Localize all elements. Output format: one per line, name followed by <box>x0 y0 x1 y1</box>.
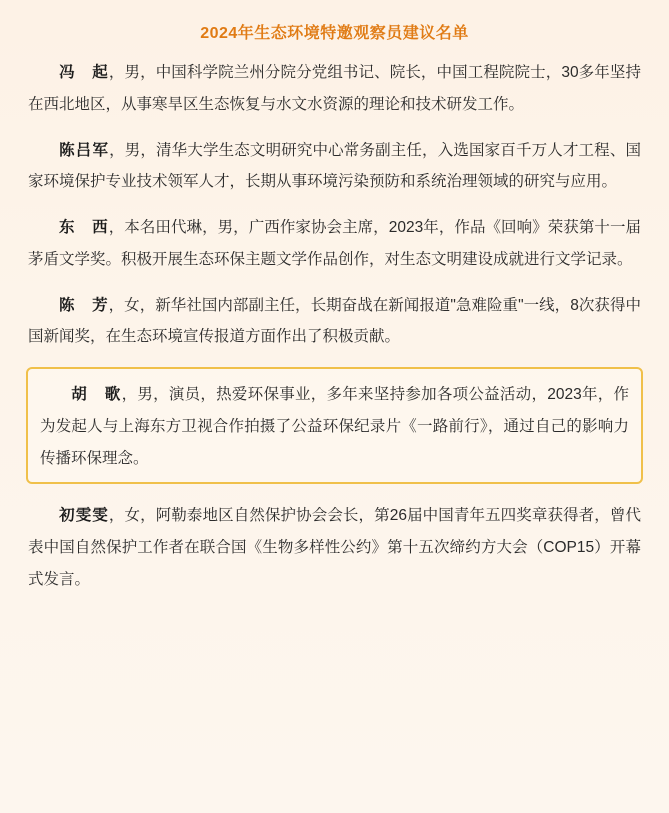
observer-entry <box>26 290 643 354</box>
observer-name: 胡 歌 <box>71 386 122 404</box>
entry-list <box>26 57 643 596</box>
observer-description: ，男，中国科学院兰州分院分党组书记、院长，中国工程院院士，30多年坚持在西北地区，从事寒旱区生态恢复与水文水资源的理论和技术研发工作。 <box>28 64 641 113</box>
observer-description: ，本名田代琳，男，广西作家协会主席，2023年，作品《回响》荣获第十一届茅盾文学奖。积极开展生态环保主题文学作品创作，对生态文明建设成就进行文学记录。 <box>28 219 641 268</box>
observer-entry-highlighted <box>26 367 643 484</box>
observer-description: ，女，阿勒泰地区自然保护协会会长，第26届中国青年五四奖章获得者，曾代表中国自然保护工作者在联合国《生物多样性公约》第十五次缔约方大会（COP15）开幕式发言。 <box>28 507 641 588</box>
observer-entry <box>26 57 643 121</box>
observer-entry <box>26 500 643 595</box>
observer-description: ，男，清华大学生态文明研究中心常务副主任，入选国家百千万人才工程、国家环境保护专业技术领军人才，长期从事环境污染预防和系统治理领域的研究与应用。 <box>28 141 641 191</box>
observer-name: 陈吕军 <box>59 141 110 159</box>
observer-description: ，女，新华社国内部副主任，长期奋战在新闻报道"急难险重"一线，8次获得中国新闻奖，在生态环境宣传报道方面作出了积极贡献。 <box>28 296 641 346</box>
observer-name: 陈 芳 <box>59 296 109 314</box>
observer-description: ，男，演员，热爱环保事业，多年来坚持参加各项公益活动，2023年，作为发起人与上海东方卫视合作拍摄了公益环保纪录片《一路前行》，通过自己的影响力传播环保理念。 <box>40 386 629 467</box>
page-title: 2024年生态环境特邀观察员建议名单 <box>200 25 469 42</box>
observer-entry <box>26 212 643 276</box>
observer-entry <box>26 135 643 199</box>
observer-name: 初雯雯 <box>59 507 109 525</box>
observer-name: 东 西 <box>59 219 109 237</box>
observer-name: 冯 起 <box>59 64 109 81</box>
